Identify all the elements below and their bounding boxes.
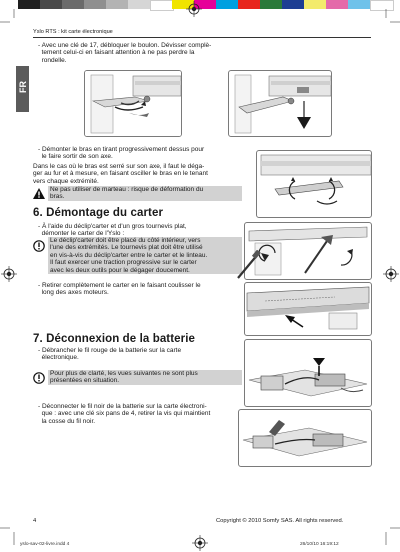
info-circle-icon bbox=[33, 240, 45, 252]
header-title: Yslo RTS : kit carte électronique bbox=[33, 29, 113, 35]
section-6-step-1: - À l'aide du déclip'carter et d'un gros tournevis plat, démonter le carter de l'Yslo : bbox=[38, 223, 187, 238]
intro-paragraph: Dans le cas où le bras est serré sur son axe, il faut le déga- ger au fur et à mesure, en faisant osciller le bras en le tenant vers chaque extrémité. bbox=[33, 163, 208, 185]
figure-disconnect-red-wire bbox=[244, 339, 372, 407]
screwdriver-tool-icon bbox=[236, 250, 262, 280]
intro-step-1: - Avec une clé de 17, débloquer le boulon. Dévisser complè- tement celui-ci en faisant attention à ne pas perdre la rondelle. bbox=[38, 42, 212, 64]
section-6-info: Le déclip'carter doit être placé du côté intérieur, vers l'une des extrémités. Le tournevis plat doit être utilisé en vis-à-vis du déclip'carter entre le carter et le linteau. Il faut exercer une traction progressive sur le carter avec les deux outils pour le dégager doucement. bbox=[48, 237, 242, 274]
figure-slide-carter bbox=[244, 282, 372, 336]
warning-note: Ne pas utiliser de marteau : risque de déformation du bras. bbox=[48, 186, 242, 201]
section-7-step-2: - Déconnecter le fil noir de la batterie sur la carte électroni- que : avec une clé six pans de 4, retirer la vis qui maintient la cosse du fil noir. bbox=[38, 403, 211, 425]
header-rule bbox=[33, 37, 371, 38]
section-6-step-2: - Retirer complètement le carter en le faisant coulisser le long des axes moteurs. bbox=[38, 282, 201, 297]
figure-oscillate-arm bbox=[256, 150, 372, 218]
section-7-info: Pour plus de clarté, les vues suivantes ne sont plus présentées en situation. bbox=[48, 370, 242, 385]
slug-filename: yslo-sav-02-livre.indd 4 bbox=[20, 542, 70, 547]
warning-triangle-icon bbox=[33, 188, 45, 199]
section-6-title: 6. Démontage du carter bbox=[33, 207, 164, 219]
figure-remove-bolt bbox=[228, 70, 332, 137]
slug-timestamp: 26/10/10 16:19:12 bbox=[300, 542, 339, 547]
figure-unscrew-bolt bbox=[84, 70, 182, 137]
page-number: 4 bbox=[33, 518, 37, 524]
language-tab-label: FR bbox=[18, 81, 28, 93]
copyright-notice: Copyright © 2010 Somfy SAS. All rights reserved. bbox=[216, 518, 344, 524]
section-7-step-1: - Débrancher le fil rouge de la batterie sur la carte électronique. bbox=[38, 347, 182, 362]
intro-step-2: - Démonter le bras en tirant progressivement dessus pour le faire sortir de son axe. bbox=[38, 146, 205, 161]
section-7-title: 7. Déconnexion de la batterie bbox=[33, 333, 196, 345]
figure-declip-carter bbox=[244, 222, 372, 280]
language-tab bbox=[16, 66, 29, 112]
info-circle-icon bbox=[33, 372, 45, 384]
figure-disconnect-black-wire bbox=[238, 409, 372, 467]
